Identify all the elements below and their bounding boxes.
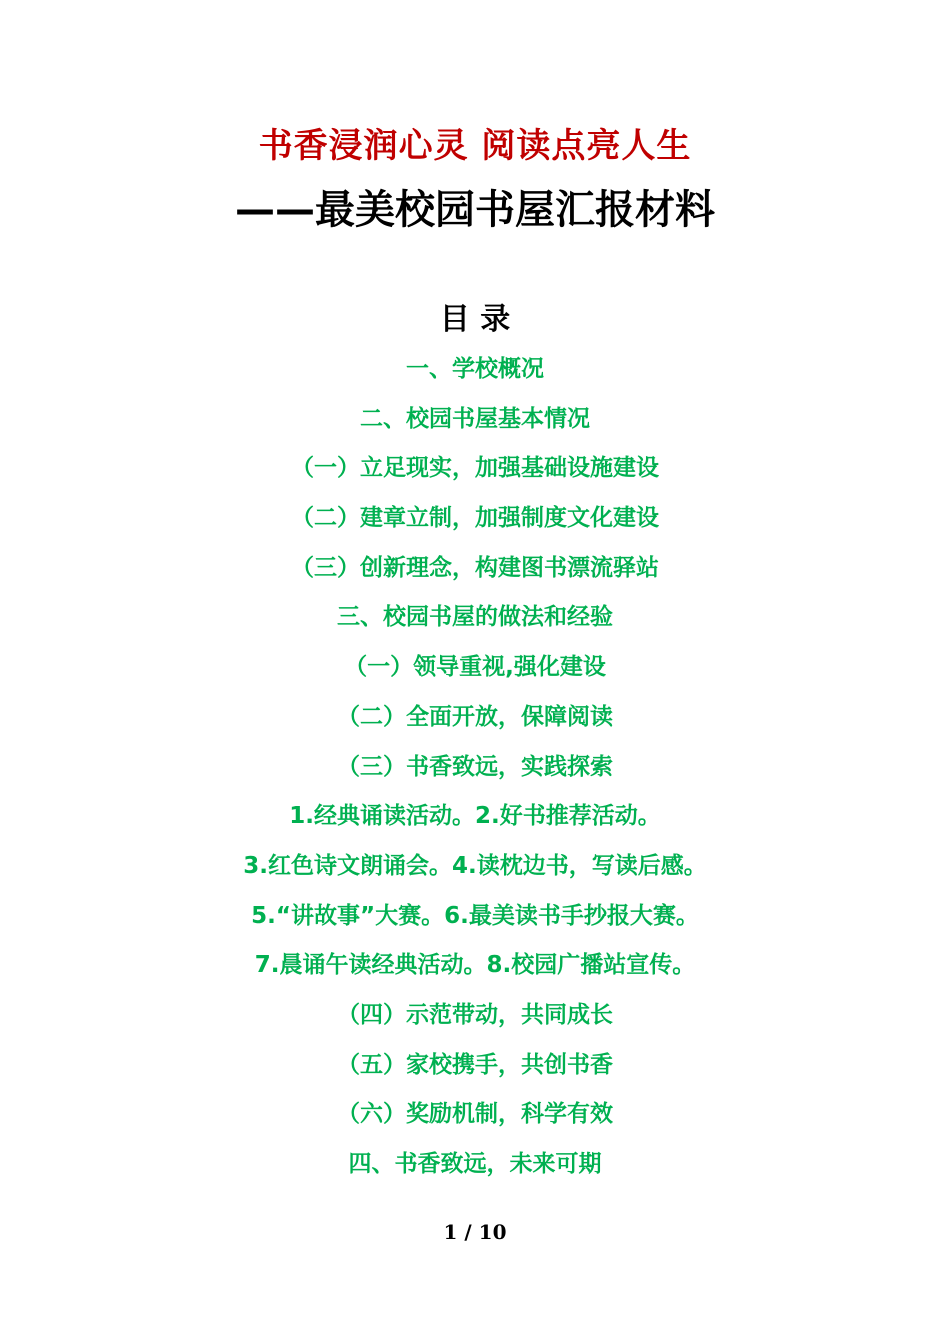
toc-item[interactable]: （三）书香致远，实践探索: [337, 753, 613, 780]
document-title: 书香浸润心灵 阅读点亮人生: [258, 126, 692, 166]
toc-item[interactable]: （五）家校携手，共创书香: [337, 1051, 613, 1078]
toc-item[interactable]: （二）建章立制，加强制度文化建设: [291, 505, 659, 532]
toc-item[interactable]: 1.经典诵读活动。2.好书推荐活动。: [289, 803, 661, 830]
toc-item[interactable]: （三）创新理念，构建图书漂流驿站: [291, 554, 659, 581]
toc-heading: 目 录: [439, 302, 511, 337]
toc-item[interactable]: 三、校园书屋的做法和经验: [337, 604, 613, 631]
toc-item[interactable]: 7.晨诵午读经典活动。8.校园广播站宣传。: [254, 952, 696, 979]
toc-item[interactable]: （四）示范带动，共同成长: [337, 1001, 613, 1028]
toc-item[interactable]: （一）立足现实，加强基础设施建设: [291, 455, 659, 482]
toc-item[interactable]: 5.“讲故事”大赛。6.最美读书手抄报大赛。: [251, 902, 699, 929]
toc-item[interactable]: （二）全面开放，保障阅读: [337, 703, 613, 730]
document-subtitle: ——最美校园书屋汇报材料: [235, 187, 715, 233]
toc-item[interactable]: 3.红色诗文朗诵会。4.读枕边书，写读后感。: [243, 852, 707, 879]
toc-item[interactable]: 一、学校概况: [406, 356, 544, 382]
page-number: 1 / 10: [443, 1220, 507, 1244]
toc-item[interactable]: （一）领导重视,强化建设: [344, 654, 606, 681]
toc-item[interactable]: 二、校园书屋基本情况: [360, 405, 590, 432]
toc-item[interactable]: （六）奖励机制，科学有效: [337, 1101, 613, 1128]
toc-item[interactable]: 四、书香致远，未来可期: [348, 1151, 602, 1177]
table-of-contents: [0, 345, 950, 1190]
